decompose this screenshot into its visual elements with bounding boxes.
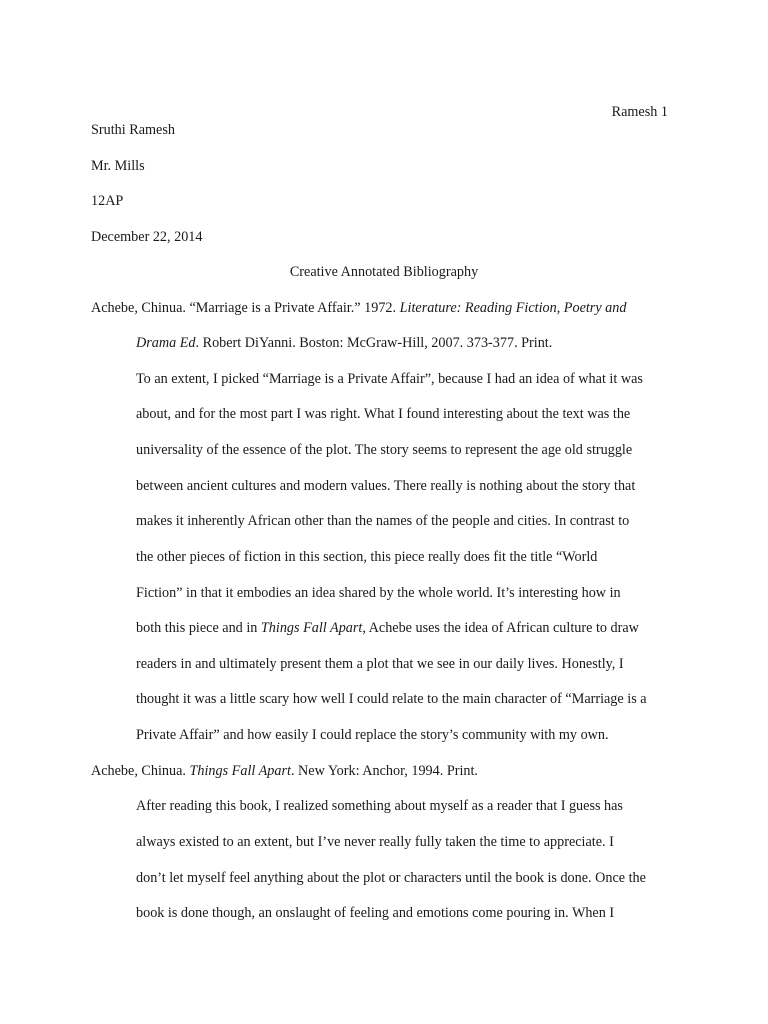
annotation-2-line: always existed to an extent, but I’ve never really fully taken the time to appreciate. I [136,834,614,850]
citation-1-line-2 [136,334,552,352]
annotation-1-line [136,619,639,637]
annotation-1-line: Private Affair” and how easily I could replace the story’s community with my own. [136,727,609,743]
annotation-1-line: thought it was a little scary how well I could relate to the main character of “Marriage is a [136,691,647,707]
annotation-1-line: about, and for the most part I was right. What I found interesting about the text was the [136,406,631,422]
citation-1-book-title: Literature: Reading Fiction, Poetry and [399,300,627,316]
citation-2-author: Achebe, Chinua. [91,763,190,779]
annotation-2-line: book is done though, an onslaught of feeling and emotions come pouring in. When I [136,905,615,921]
page-title: Creative Annotated Bibliography [289,264,479,280]
annotation-1-line: the other pieces of fiction in this section, this piece really does fit the title “World [136,549,598,565]
annotation-1-text: , Achebe uses the idea of African culture to draw [362,620,639,636]
citation-2-publication: . New York: Anchor, 1994. Print. [290,763,478,779]
course-name: 12AP [91,193,124,209]
running-header: Ramesh 1 [611,104,668,120]
student-name: Sruthi Ramesh [91,122,175,138]
citation-2 [91,762,478,780]
annotation-1-line: To an extent, I picked “Marriage is a Private Affair”, because I had an idea of what it was [136,371,643,387]
annotation-1-line: universality of the essence of the plot. The story seems to represent the age old struggle [136,442,633,458]
annotation-1-text: both this piece and in [136,620,261,636]
annotation-2-line: After reading this book, I realized something about myself as a reader that I guess has [136,798,623,814]
annotation-1-line: makes it inherently African other than the names of the people and cities. In contrast to [136,513,630,529]
citation-1-publication: . Robert DiYanni. Boston: McGraw-Hill, 2007. 373-377. Print. [195,335,553,351]
annotation-2-line: don’t let myself feel anything about the plot or characters until the book is done. Once the [136,870,646,886]
annotation-1-line: between ancient cultures and modern values. There really is nothing about the story that [136,478,636,494]
annotation-1-book-title: Things Fall Apart [260,620,363,636]
citation-1-book-title-cont: Drama Ed [136,335,196,351]
date: December 22, 2014 [91,229,203,245]
annotation-1-line: readers in and ultimately present them a plot that we see in our daily lives. Honestly, I [136,656,624,672]
annotation-1-line: Fiction” in that it embodies an idea shared by the whole world. It’s interesting how in [136,585,621,601]
citation-1-author-title: Achebe, Chinua. “Marriage is a Private Affair.” 1972. [91,300,400,316]
citation-2-book-title: Things Fall Apart [189,763,291,779]
citation-1-line-1 [91,299,626,317]
teacher-name: Mr. Mills [91,158,145,174]
